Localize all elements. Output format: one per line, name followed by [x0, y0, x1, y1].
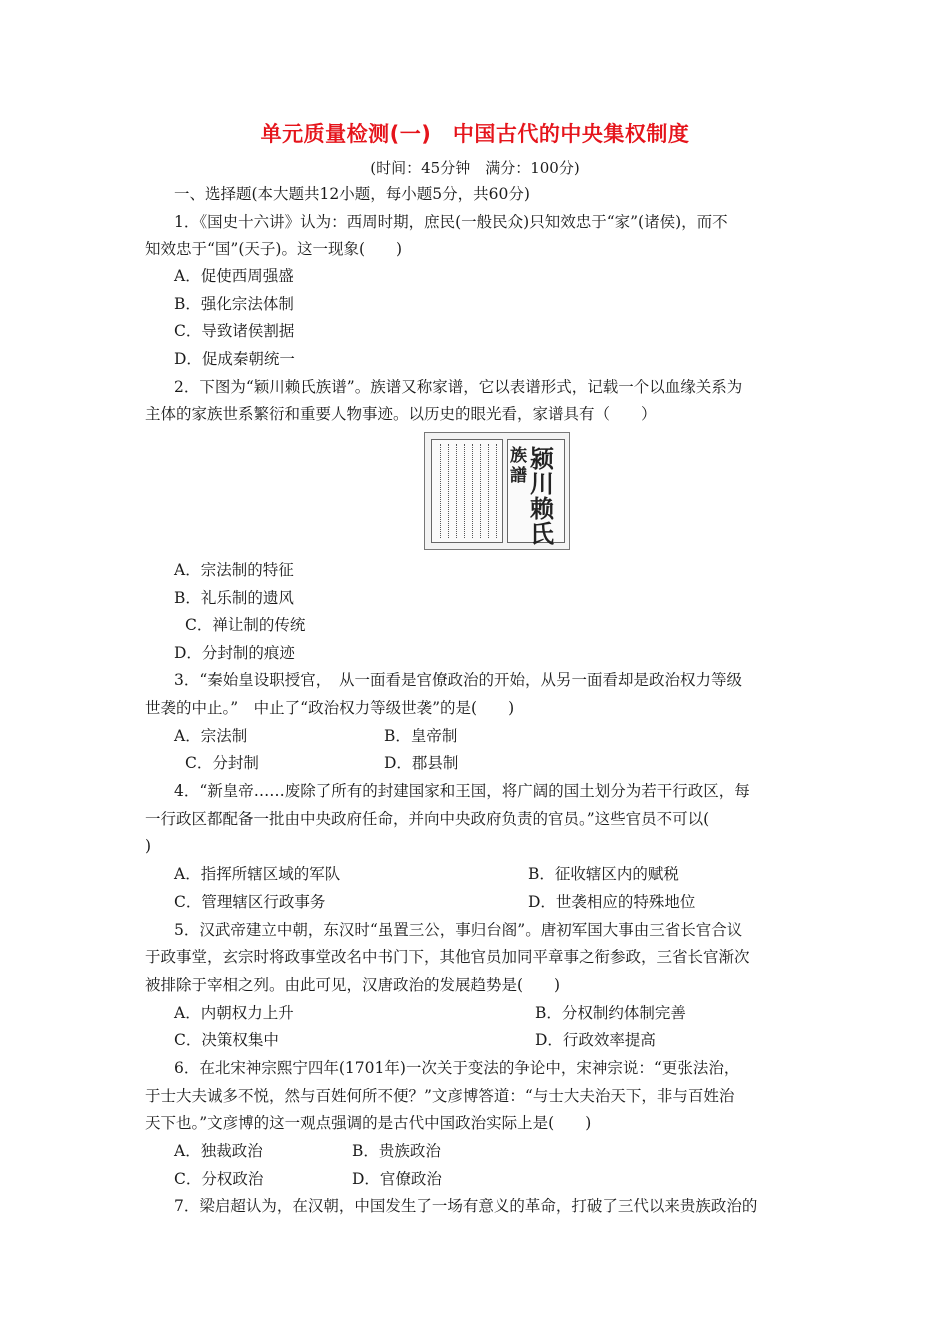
q3-option-d: D．郡县制 [384, 754, 459, 772]
genealogy-subtitle: 族譜 [510, 446, 527, 486]
q6-stem-line3: 天下也。”文彦博的这一观点强调的是古代中国政治实际上是( ) [145, 1114, 592, 1132]
q2-stem-line1: 2．下图为“颖川赖氏族谱”。族谱又称家谱，它以表谱形式，记载一个以血缘关系为 [174, 378, 743, 396]
q6-option-d: D．官僚政治 [352, 1170, 442, 1188]
q6-option-b: B．贵族政治 [352, 1142, 441, 1160]
genealogy-image [424, 432, 570, 550]
q1-option-b: B．强化宗法体制 [174, 295, 294, 313]
q5-stem-line2: 于政事堂，玄宗时将政事堂改名中书门下，其他官员加同平章事之衔参政，三省长官渐次 [145, 948, 750, 966]
q1-stem-line2: 知效忠于“国”(天子)。这一现象( ) [145, 240, 403, 258]
q6-option-c: C．分权政治 [174, 1170, 264, 1188]
section-heading: 一、选择题(本大题共12小题，每小题5分，共60分) [174, 185, 530, 203]
q2-option-c: C．禅让制的传统 [185, 616, 306, 634]
q3-option-c: C．分封制 [185, 754, 259, 772]
q4-stem-line2: 一行政区都配备一批由中央政府任命，并向中央政府负责的官员。”这些官员不可以( [145, 810, 710, 828]
q1-stem-line1: 1．《国史十六讲》认为：西周时期，庶民(一般民众)只知效忠于“家”(诸侯)，而不 [174, 213, 728, 231]
q6-stem-line2: 于士大夫诚多不悦，然与百姓何所不便？”文彦博答道：“与士大夫治天下，非与百姓治 [145, 1087, 735, 1105]
q3-option-a: A．宗法制 [174, 727, 248, 745]
q5-option-b: B．分权制约体制完善 [535, 1004, 686, 1022]
q5-option-c: C．决策权集中 [174, 1031, 279, 1049]
q1-option-d: D．促成秦朝统一 [174, 350, 295, 368]
q4-stem-line3: ) [145, 837, 152, 855]
q2-option-d: D．分封制的痕迹 [174, 644, 295, 662]
page-title: 单元质量检测(一) 中国古代的中央集权制度 [260, 122, 690, 146]
q3-option-b: B．皇帝制 [384, 727, 458, 745]
q1-option-a: A．促使西周强盛 [174, 267, 294, 285]
q7-stem-line1: 7．梁启超认为，在汉朝，中国发生了一场有意义的革命，打破了三代以来贵族政治的 [174, 1197, 758, 1215]
q2-stem-line2: 主体的家族世系繁衍和重要人物事迹。以历史的眼光看，家谱具有（ ） [145, 405, 657, 423]
q5-stem-line1: 5．汉武帝建立中朝，东汉时“虽置三公，事归台阁”。唐初军国大事由三省长官合议 [174, 921, 743, 939]
q1-option-c: C．导致诸侯割据 [174, 322, 295, 340]
q4-option-c: C．管理辖区行政事务 [174, 893, 326, 911]
q5-option-a: A．内朝权力上升 [174, 1004, 294, 1022]
q6-option-a: A．独裁政治 [174, 1142, 263, 1160]
q4-option-a: A．指挥所辖区域的军队 [174, 865, 341, 883]
q2-option-b: B．礼乐制的遗风 [174, 589, 294, 607]
q5-option-d: D．行政效率提高 [535, 1031, 656, 1049]
genealogy-cover-panel [507, 439, 565, 548]
q4-option-b: B．征收辖区内的赋税 [528, 865, 679, 883]
genealogy-text-panel [431, 439, 503, 543]
genealogy-title: 颍川赖氏 [530, 444, 554, 548]
exam-time-score: (时间：45分钟 满分：100分) [370, 159, 580, 177]
q3-stem-line2: 世袭的中止。” 中止了“政治权力等级世袭”的是( ) [145, 699, 515, 717]
q2-option-a: A．宗法制的特征 [174, 561, 294, 579]
q6-stem-line1: 6．在北宋神宗熙宁四年(1701年)一次关于变法的争论中，宋神宗说：“更张法治， [174, 1059, 740, 1077]
q4-stem-line1: 4．“新皇帝……废除了所有的封建国家和王国，将广阔的国土划分为若干行政区，每 [174, 782, 750, 800]
q3-stem-line1: 3．“秦始皇设职授官， 从一面看是官僚政治的开始，从另一面看却是政治权力等级 [174, 671, 743, 689]
q4-option-d: D．世袭相应的特殊地位 [528, 893, 696, 911]
q5-stem-line3: 被排除于宰相之列。由此可见，汉唐政治的发展趋势是( ) [145, 976, 561, 994]
